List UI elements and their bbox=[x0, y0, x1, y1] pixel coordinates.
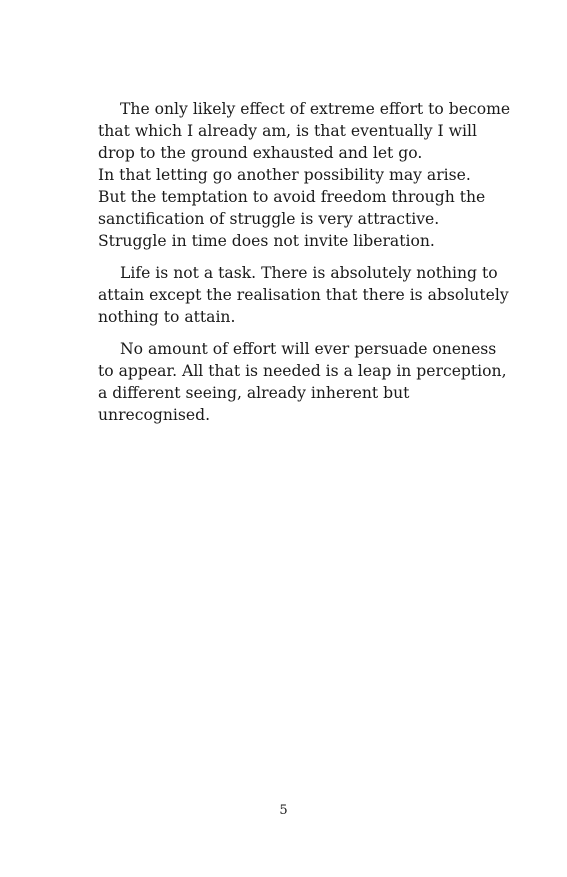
text-line: a different seeing, already inherent but bbox=[98, 384, 410, 402]
page-number: 5 bbox=[279, 803, 288, 818]
paragraph-oneness bbox=[98, 338, 507, 426]
text-line: The only likely effect of extreme effort to become bbox=[120, 100, 511, 118]
text-line: In that letting go another possibility may arise. bbox=[98, 166, 471, 184]
paragraph-task bbox=[98, 262, 509, 328]
text-line: that which I already am, is that eventually I will bbox=[98, 122, 477, 140]
text-line: unrecognised. bbox=[98, 406, 211, 424]
text-line: No amount of effort will ever persuade oneness bbox=[120, 340, 497, 358]
text-line: attain except the realisation that there is absolutely bbox=[98, 286, 509, 304]
text-line: to appear. All that is needed is a leap in perception, bbox=[98, 362, 507, 380]
text-line: sanctification of struggle is very attractive. bbox=[98, 210, 440, 228]
text-line: Struggle in time does not invite liberation. bbox=[98, 232, 435, 250]
text-line: Life is not a task. There is absolutely nothing to bbox=[120, 264, 498, 282]
paragraph-effort bbox=[98, 98, 511, 252]
text-line: drop to the ground exhausted and let go. bbox=[98, 144, 423, 162]
page-body bbox=[98, 98, 511, 436]
text-line: But the temptation to avoid freedom through the bbox=[98, 188, 486, 206]
text-line: nothing to attain. bbox=[98, 308, 236, 326]
